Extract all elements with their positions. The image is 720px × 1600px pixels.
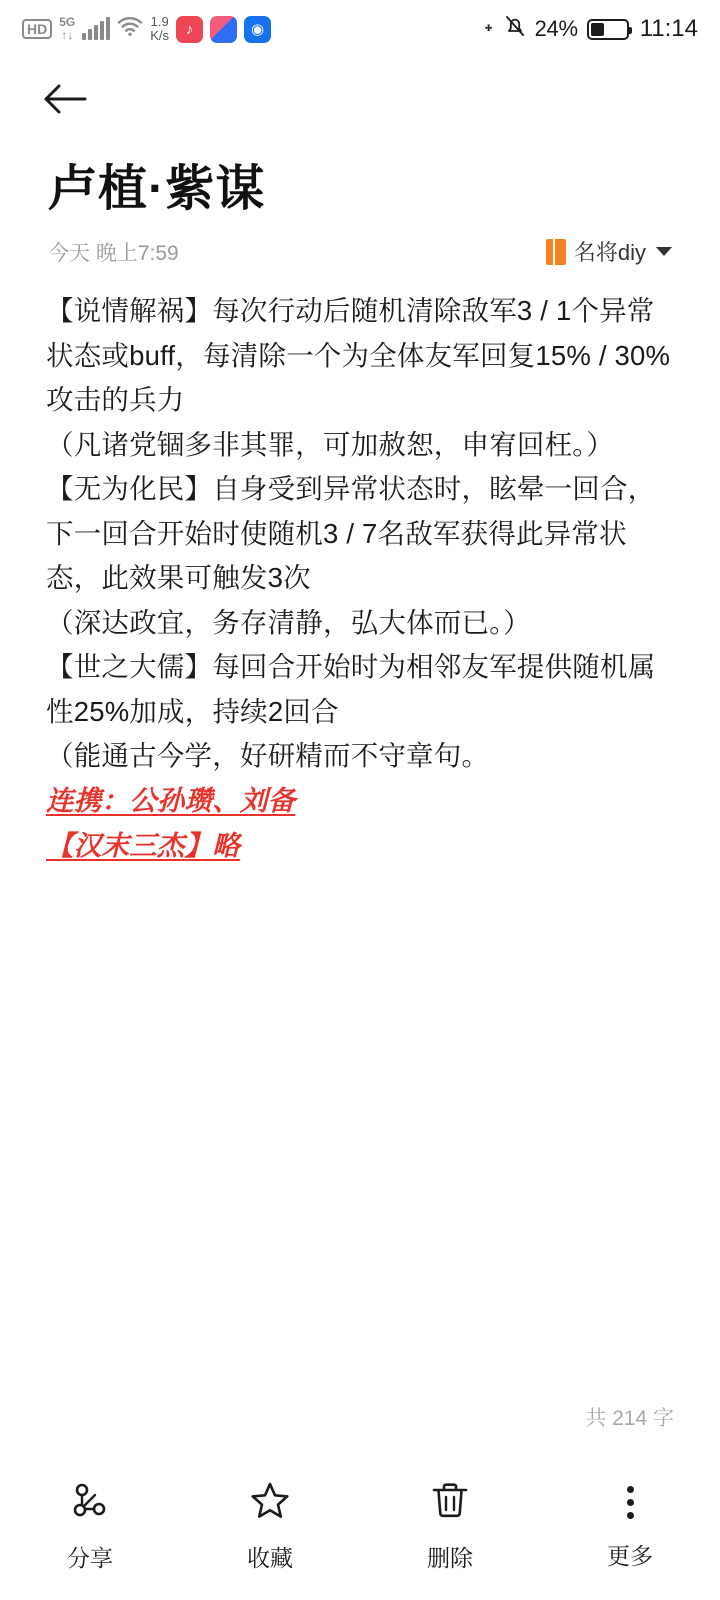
note-meta-row xyxy=(0,220,720,267)
app-icon-blue: ◉ xyxy=(244,16,271,43)
back-button[interactable] xyxy=(42,82,88,121)
notebook-label: 名将diy xyxy=(573,240,646,265)
share-label: 分享 xyxy=(67,1545,113,1571)
hd-icon: HD xyxy=(22,19,52,39)
note-paragraph: 【世之大儒】每回合开始时为相邻友军提供随机属性25%加成，持续2回合 xyxy=(46,651,656,727)
network-speed-indicator xyxy=(150,15,169,44)
battery-percent-label: 24% xyxy=(534,16,578,41)
note-title[interactable]: 卢植·紫谋 xyxy=(48,162,266,216)
notebook-selector[interactable] xyxy=(546,236,672,267)
more-dots-icon xyxy=(609,1482,651,1524)
share-icon xyxy=(69,1479,111,1526)
network-type-label xyxy=(59,16,75,41)
network-type-text: 5G xyxy=(59,15,76,30)
chevron-down-icon xyxy=(656,247,672,256)
notebook-icon xyxy=(546,239,566,265)
more-label: 更多 xyxy=(607,1542,653,1569)
status-bar-left xyxy=(22,15,271,44)
share-button[interactable] xyxy=(0,1479,180,1573)
note-content[interactable] xyxy=(0,267,720,868)
favorite-button[interactable] xyxy=(180,1479,360,1573)
clock-label: 11:14 xyxy=(639,15,698,42)
note-paragraph: （深达政宜，务存清静，弘大体而已。） xyxy=(46,606,531,638)
app-icon-pink: ♪ xyxy=(176,16,203,43)
note-link-line[interactable]: 【汉末三杰】略 xyxy=(46,829,240,861)
network-updown-text: ↑↓ xyxy=(61,28,74,42)
note-link-line[interactable]: 连携：公孙瓒、刘备 xyxy=(46,785,296,817)
network-speed-unit: K/s xyxy=(150,28,170,43)
vibrate-mute-icon xyxy=(504,14,526,44)
navigation-bar xyxy=(0,58,720,144)
note-paragraph: 【无为化民】自身受到异常状态时，眩晕一回合，下一回合开始时使随机3 / 7名敌军获得此异常状态，此效果可触发3次 xyxy=(46,473,656,594)
network-speed-value: 1.9 xyxy=(150,13,169,29)
note-paragraph: （凡诸党锢多非其罪，可加赦恕，申宥回枉。） xyxy=(46,428,614,460)
status-bar xyxy=(0,0,720,58)
note-timestamp: 今天 晚上7:59 xyxy=(48,241,179,265)
favorite-label: 收藏 xyxy=(247,1545,293,1571)
battery-icon xyxy=(587,19,629,40)
note-paragraph: （能通古今学，好研精而不守章句。 xyxy=(46,740,490,772)
wifi-icon xyxy=(117,15,143,43)
delete-button[interactable] xyxy=(360,1479,540,1573)
bluetooth-icon: ᛭ xyxy=(482,17,495,40)
star-icon xyxy=(249,1479,291,1526)
note-paragraph: 【说情解祸】每次行动后随机清除敌军3 / 1个异常状态或buff，每清除一个为全体友军回复15% / 30%攻击的兵力 xyxy=(46,295,671,416)
word-count-label: 共 214 字 xyxy=(585,1407,674,1430)
app-icon-multicolor xyxy=(210,16,237,43)
trash-icon xyxy=(429,1479,471,1526)
status-bar-right xyxy=(483,14,698,44)
signal-strength-icon xyxy=(82,18,110,40)
delete-label: 删除 xyxy=(427,1545,473,1571)
bottom-toolbar xyxy=(0,1452,720,1600)
more-button[interactable] xyxy=(540,1482,720,1571)
